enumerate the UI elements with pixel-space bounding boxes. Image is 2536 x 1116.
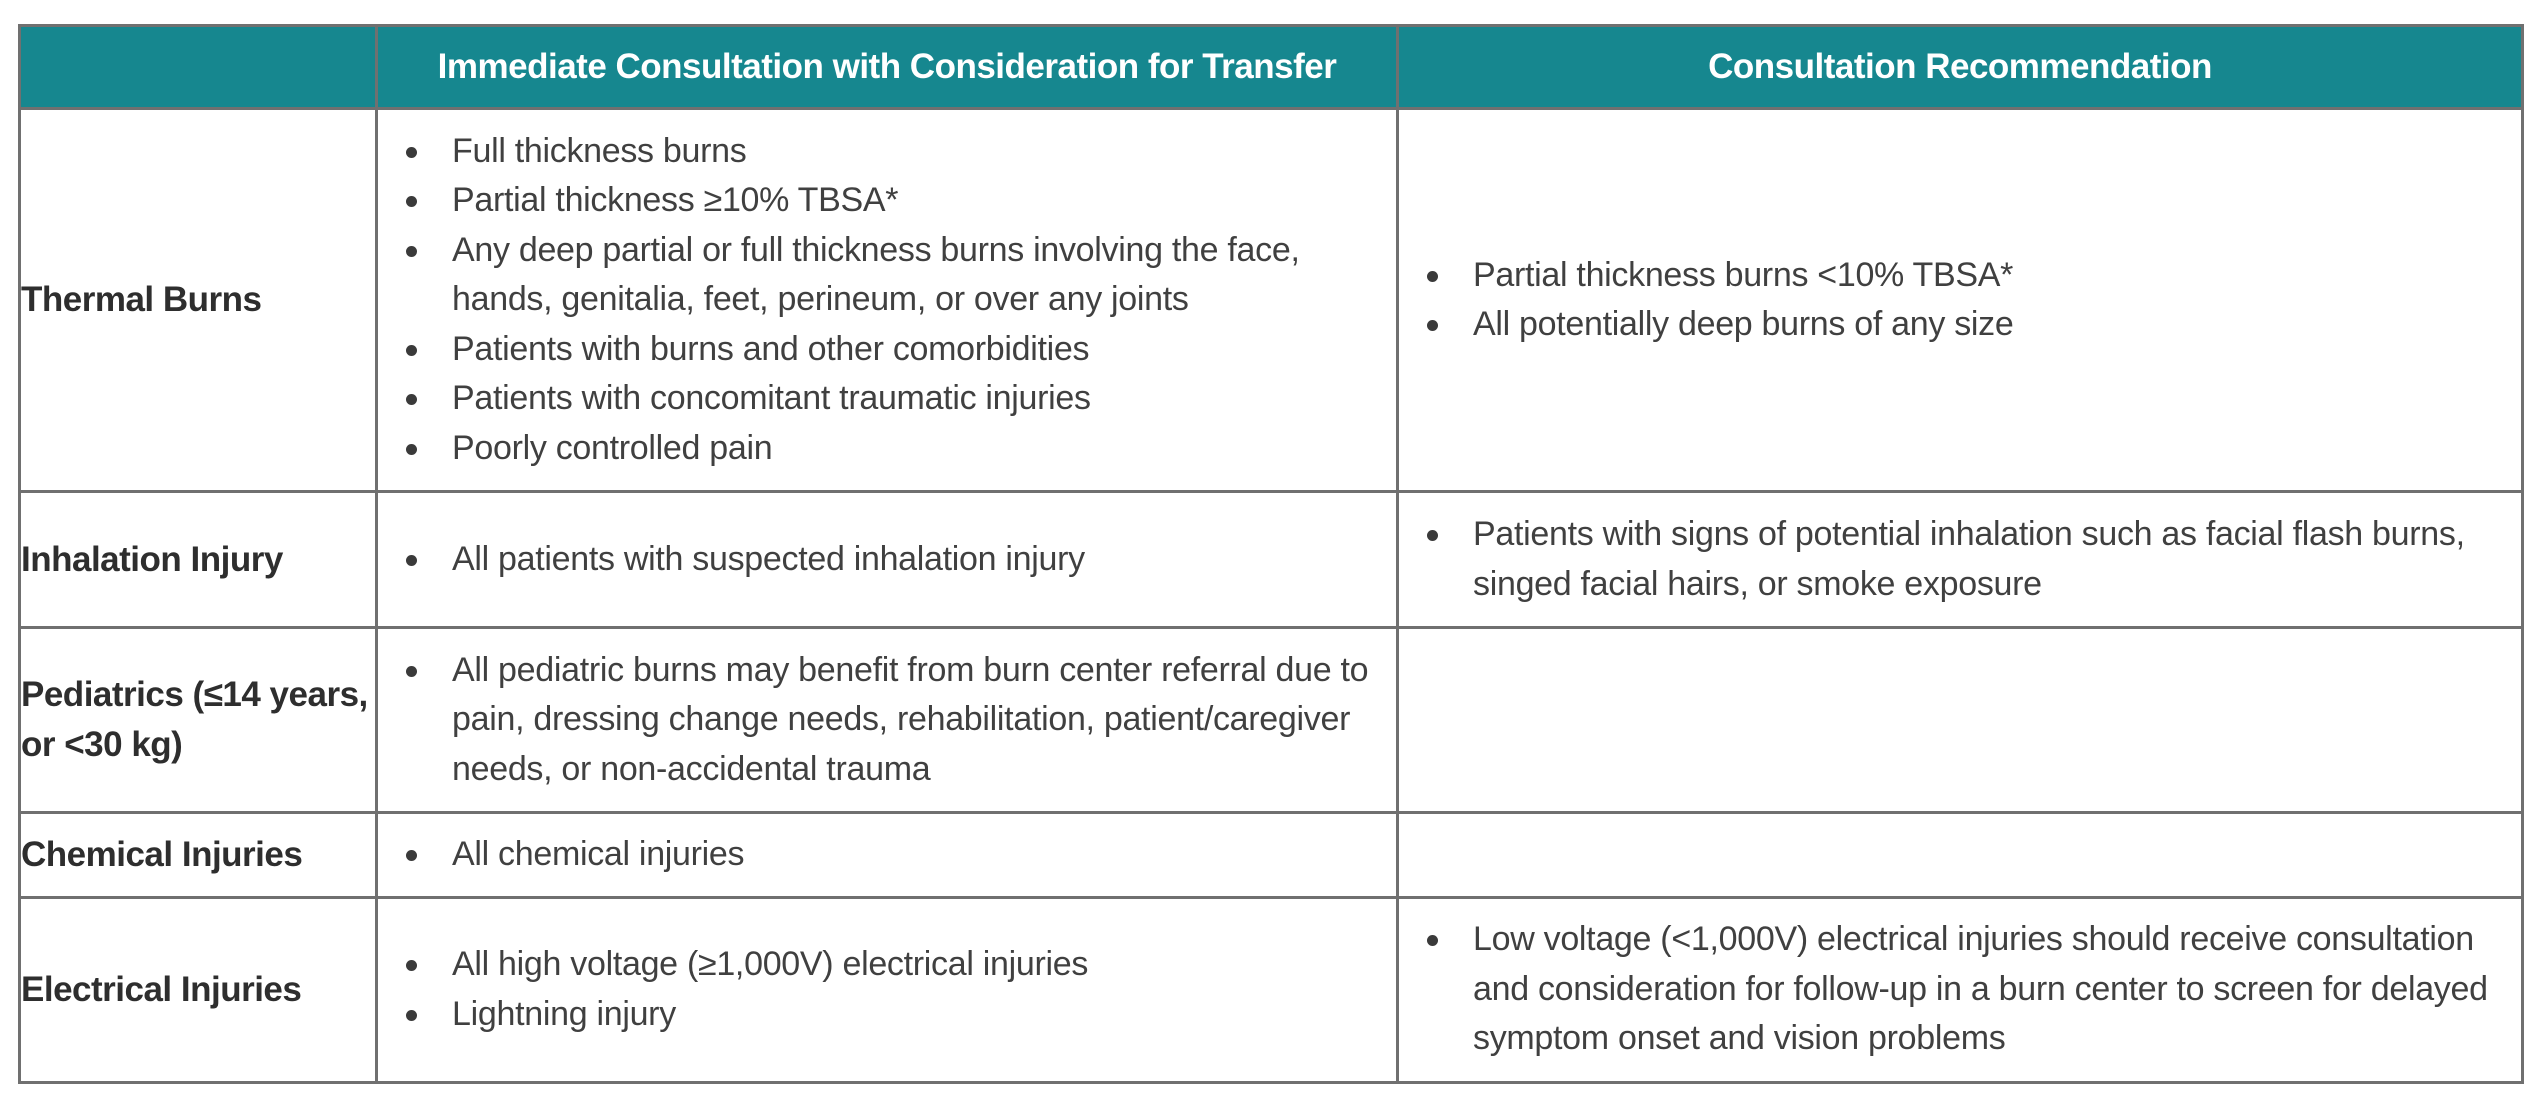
row-label-electrical-injuries: Electrical Injuries bbox=[20, 897, 377, 1082]
list-item: Lightning injury bbox=[400, 990, 1376, 1040]
burn-referral-table bbox=[18, 24, 2524, 1084]
bullet-list bbox=[378, 630, 1396, 811]
cell-immediate bbox=[377, 492, 1398, 628]
cell-immediate bbox=[377, 897, 1398, 1082]
header-consultation-recommendation: Consultation Recommendation bbox=[1398, 26, 2523, 109]
row-label-thermal-burns: Thermal Burns bbox=[20, 109, 377, 492]
list-item: Partial thickness ≥10% TBSA* bbox=[400, 176, 1376, 226]
cell-consultation bbox=[1398, 109, 2523, 492]
bullet-list bbox=[378, 924, 1396, 1055]
table-row bbox=[20, 492, 2523, 628]
list-item: All high voltage (≥1,000V) electrical injuries bbox=[400, 940, 1376, 990]
list-item: All potentially deep burns of any size bbox=[1421, 300, 2501, 350]
bullet-list bbox=[378, 111, 1396, 490]
list-item: Low voltage (<1,000V) electrical injuries should receive consultation and consideration for follow-up in a burn center to screen for delayed symptom onset and vision problems bbox=[1421, 915, 2501, 1064]
list-item: Patients with concomitant traumatic injuries bbox=[400, 374, 1376, 424]
cell-consultation-empty bbox=[1398, 628, 2523, 813]
cell-immediate bbox=[377, 109, 1398, 492]
bullet-list bbox=[1399, 235, 2521, 366]
header-corner-cell bbox=[20, 26, 377, 109]
table-row bbox=[20, 897, 2523, 1082]
table-row bbox=[20, 813, 2523, 898]
header-row bbox=[20, 26, 2523, 109]
list-item: Full thickness burns bbox=[400, 127, 1376, 177]
list-item: All chemical injuries bbox=[400, 830, 1376, 880]
row-label-inhalation-injury: Inhalation Injury bbox=[20, 492, 377, 628]
list-item: Patients with burns and other comorbidities bbox=[400, 325, 1376, 375]
cell-immediate bbox=[377, 628, 1398, 813]
row-label-pediatrics: Pediatrics (≤14 years, or <30 kg) bbox=[20, 628, 377, 813]
bullet-list bbox=[378, 814, 1396, 896]
row-label-chemical-injuries: Chemical Injuries bbox=[20, 813, 377, 898]
cell-consultation-empty bbox=[1398, 813, 2523, 898]
cell-immediate bbox=[377, 813, 1398, 898]
list-item: Poorly controlled pain bbox=[400, 424, 1376, 474]
list-item: Patients with signs of potential inhalation such as facial flash burns, singed facial hairs, or smoke exposure bbox=[1421, 510, 2501, 609]
list-item: Partial thickness burns <10% TBSA* bbox=[1421, 251, 2501, 301]
list-item: Any deep partial or full thickness burns involving the face, hands, genitalia, feet, perineum, or over any joints bbox=[400, 226, 1376, 325]
cell-consultation bbox=[1398, 897, 2523, 1082]
cell-consultation bbox=[1398, 492, 2523, 628]
bullet-list bbox=[1399, 899, 2521, 1080]
list-item: All patients with suspected inhalation injury bbox=[400, 535, 1376, 585]
bullet-list bbox=[378, 519, 1396, 601]
bullet-list bbox=[1399, 494, 2521, 625]
header-immediate-consultation: Immediate Consultation with Consideration for Transfer bbox=[377, 26, 1398, 109]
list-item: All pediatric burns may benefit from burn center referral due to pain, dressing change needs, rehabilitation, patient/caregiver needs, or non-accidental trauma bbox=[400, 646, 1376, 795]
table-row bbox=[20, 109, 2523, 492]
table-row bbox=[20, 628, 2523, 813]
